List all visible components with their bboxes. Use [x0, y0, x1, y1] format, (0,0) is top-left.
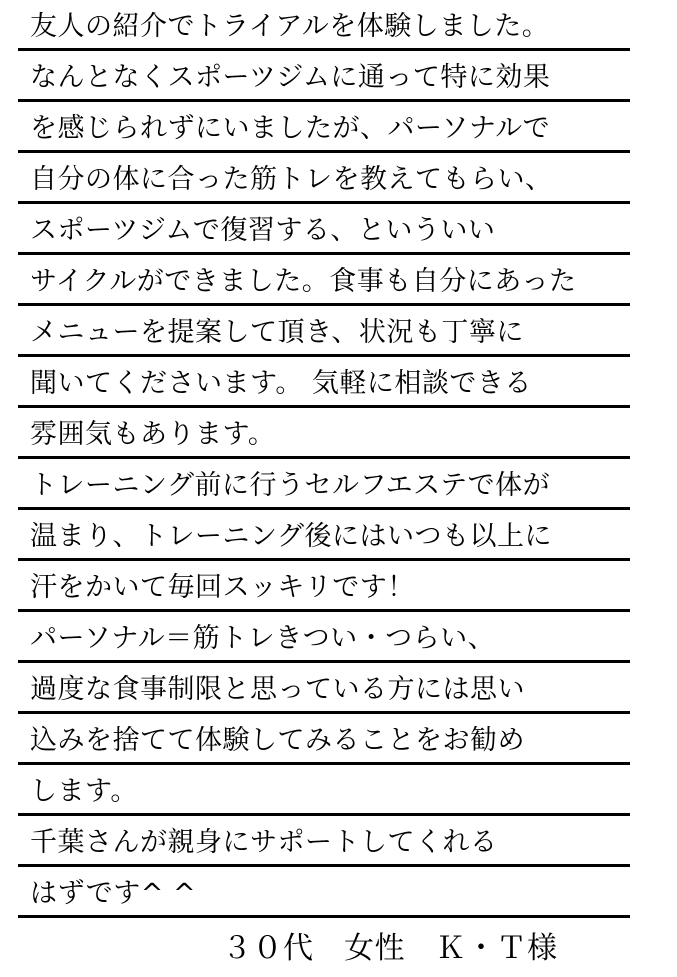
- testimonial-line-7: メニューを提案して頂き、状況も丁寧に: [30, 317, 524, 348]
- ruled-line-7: [18, 306, 630, 357]
- ruled-line-10: [18, 459, 630, 510]
- ruled-line-11: [18, 510, 630, 561]
- ruled-line-15: [18, 714, 630, 765]
- ruled-line-5: [18, 204, 630, 255]
- testimonial-line-14: 過度な食事制限と思っている方には思い: [30, 674, 525, 705]
- testimonial-line-4: 自分の体に合った筋トレを教えてもらい、: [30, 164, 553, 195]
- ruled-line-3: [18, 102, 630, 153]
- testimonial-line-17: 千葉さんが親身にサポートしてくれる: [30, 827, 498, 858]
- testimonial-line-15: 込みを捨てて体験してみることをお勧め: [30, 725, 525, 756]
- testimonial-line-9: 雰囲気もあります。: [30, 419, 276, 450]
- testimonial-line-3: を感じられずにいましたが、パーソナルで: [30, 113, 551, 144]
- ruled-line-9: [18, 408, 630, 459]
- ruled-line-14: [18, 663, 630, 714]
- testimonial-line-8: 聞いてくださいます。 気軽に相談できる: [30, 368, 532, 399]
- ruled-line-16: [18, 765, 630, 816]
- ruled-line-4: [18, 153, 630, 204]
- testimonial-line-5: スポーツジムで復習する、といういい: [30, 215, 496, 246]
- ruled-line-6: [18, 255, 630, 306]
- ruled-line-2: [18, 51, 630, 102]
- testimonial-line-1: 友人の紹介でトライアルを体験しました。: [30, 11, 550, 42]
- testimonial-line-10: トレーニング前に行うセルフエステで体が: [30, 470, 551, 501]
- ruled-line-12: [18, 561, 630, 612]
- testimonial-line-6: サイクルができました。食事も自分にあった: [30, 266, 577, 297]
- ruled-line-17: [18, 816, 630, 867]
- ruled-line-18: [18, 867, 630, 918]
- testimonial-line-2: なんとなくスポーツジムに通って特に効果: [30, 62, 551, 93]
- ruled-line-13: [18, 612, 630, 663]
- author-signature: ３０代 女性 Ｋ・Ｔ様: [222, 931, 558, 966]
- testimonial-line-16: します。: [30, 776, 138, 807]
- ruled-line-1: [18, 0, 630, 51]
- testimonial-line-18: はずです^ ^: [30, 878, 197, 909]
- testimonial-line-13: パーソナル＝筋トレきつい・つらい、: [30, 623, 496, 654]
- ruled-line-8: [18, 357, 630, 408]
- testimonial-line-11: 温まり、トレーニング後にはいつも以上に: [30, 521, 552, 552]
- testimonial-line-12: 汗をかいて毎回スッキリです！: [30, 572, 415, 603]
